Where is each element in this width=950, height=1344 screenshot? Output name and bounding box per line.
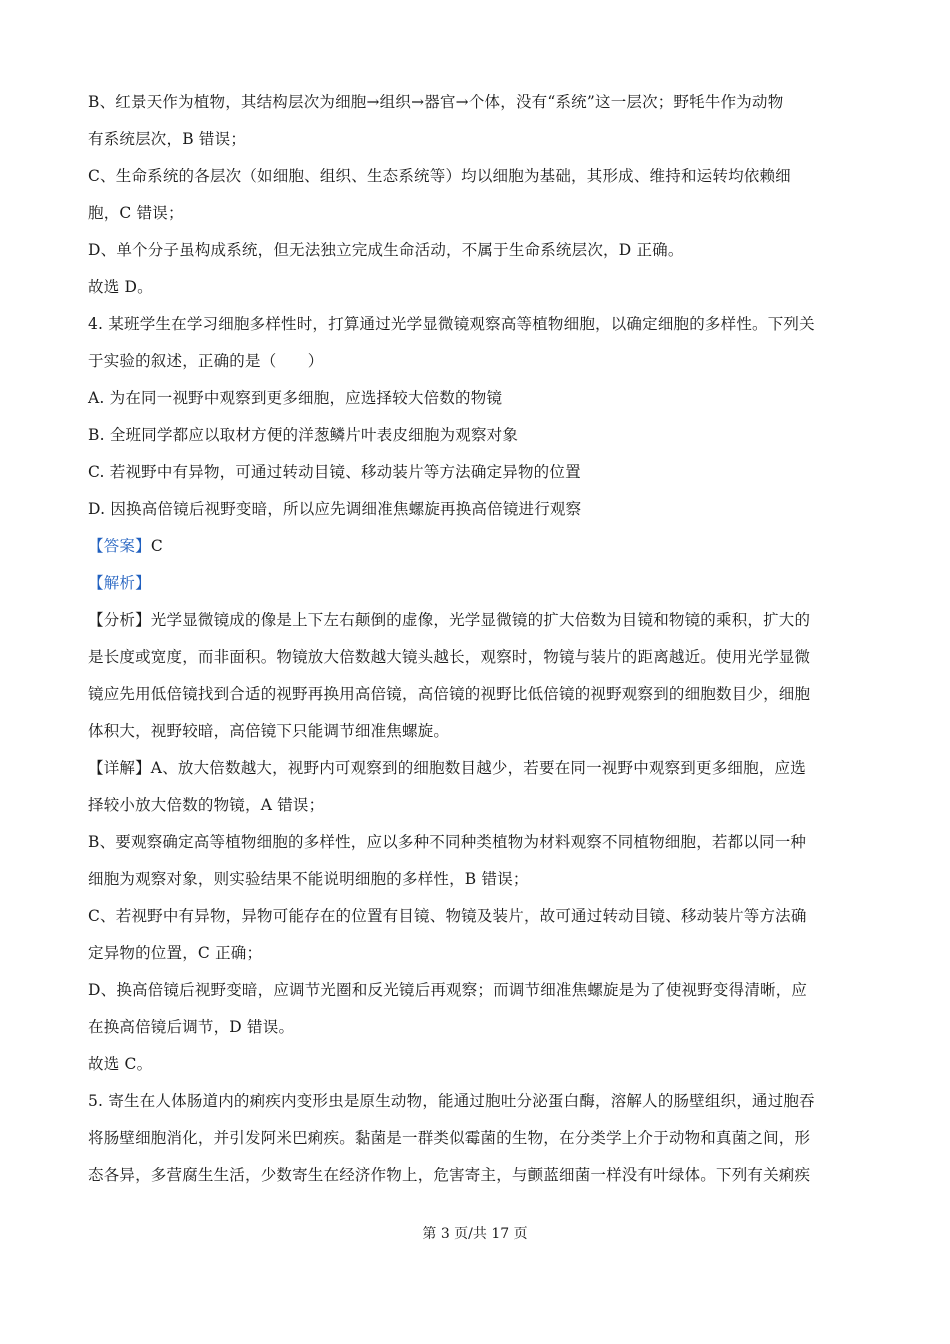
text-line: C、生命系统的各层次（如细胞、组织、生态系统等）均以细胞为基础，其形成、维持和运转均依赖细 [88, 167, 791, 185]
text-line: 故选 C。 [88, 1055, 153, 1073]
text-line: D、换高倍镜后视野变暗，应调节光圈和反光镜后再观察；而调节细准焦螺旋是为了使视野变得清晰，应 [88, 981, 808, 999]
analysis-tag: 【解析】 [88, 574, 151, 592]
text-line: 有系统层次，B 错误； [88, 130, 247, 148]
question-4-stem: 4. 某班学生在学习细胞多样性时，打算通过光学显微镜观察高等植物细胞，以确定细胞的多样性。下列关 [88, 315, 815, 333]
text-line: B、红景天作为植物，其结构层次为细胞→组织→器官→个体，没有“系统”这一层次；野牦牛作为动物 [88, 93, 784, 111]
question-5-stem: 将肠壁细胞消化，并引发阿米巴痢疾。黏菌是一群类似霉菌的生物，在分类学上介于动物和真菌之间，形 [88, 1129, 811, 1147]
answer-tag: 【答案】 [88, 537, 151, 555]
analysis-line [88, 573, 151, 593]
page-footer: 第 3 页/共 17 页 [422, 1226, 528, 1242]
text-line: 故选 D。 [88, 278, 153, 296]
text-line: 【分析】光学显微镜成的像是上下左右颠倒的虚像，光学显微镜的扩大倍数为目镜和物镜的乘积，扩大的 [88, 611, 811, 629]
answer-line [88, 536, 163, 556]
text-line: 定异物的位置，C 正确； [88, 944, 263, 962]
option-c: C. 若视野中有异物，可通过转动目镜、移动装片等方法确定异物的位置 [88, 463, 581, 481]
option-b: B. 全班同学都应以取材方便的洋葱鳞片叶表皮细胞为观察对象 [88, 426, 519, 444]
text-line: 镜应先用低倍镜找到合适的视野再换用高倍镜，高倍镜的视野比低倍镜的视野观察到的细胞数目少，细胞 [88, 685, 811, 703]
question-5-stem: 态各异，多营腐生生活，少数寄生在经济作物上，危害寄主，与颤蓝细菌一样没有叶绿体。下列有关痢疾 [88, 1166, 811, 1184]
text-line: 是长度或宽度，而非面积。物镜放大倍数越大镜头越长，观察时，物镜与装片的距离越近。使用光学显微 [88, 648, 811, 666]
text-line: B、要观察确定高等植物细胞的多样性，应以多种不同种类植物为材料观察不同植物细胞，若都以同一种 [88, 833, 807, 851]
text-line: 在换高倍镜后调节，D 错误。 [88, 1018, 295, 1036]
text-line: 【详解】A、放大倍数越大，视野内可观察到的细胞数目越少，若要在同一视野中观察到更多细胞，应选 [88, 759, 806, 777]
answer-value: C [150, 537, 163, 555]
text-line: 择较小放大倍数的物镜，A 错误； [88, 796, 325, 814]
option-d: D. 因换高倍镜后视野变暗，所以应先调细准焦螺旋再换高倍镜进行观察 [88, 500, 582, 518]
option-a: A. 为在同一视野中观察到更多细胞，应选择较大倍数的物镜 [88, 389, 503, 407]
text-line: 体积大，视野较暗，高倍镜下只能调节细准焦螺旋。 [88, 722, 450, 740]
text-line: C、若视野中有异物，异物可能存在的位置有目镜、物镜及装片，故可通过转动目镜、移动装片等方法确 [88, 907, 807, 925]
question-4-stem: 于实验的叙述，正确的是（ ） [88, 352, 324, 370]
text-line: 细胞为观察对象，则实验结果不能说明细胞的多样性，B 错误； [88, 870, 529, 888]
text-line: D、单个分子虽构成系统，但无法独立完成生命活动，不属于生命系统层次，D 正确。 [88, 241, 684, 259]
text-line: 胞，C 错误； [88, 204, 184, 222]
question-5-stem: 5. 寄生在人体肠道内的痢疾内变形虫是原生动物，能通过胞吐分泌蛋白酶，溶解人的肠壁组织，通过胞吞 [88, 1092, 815, 1110]
